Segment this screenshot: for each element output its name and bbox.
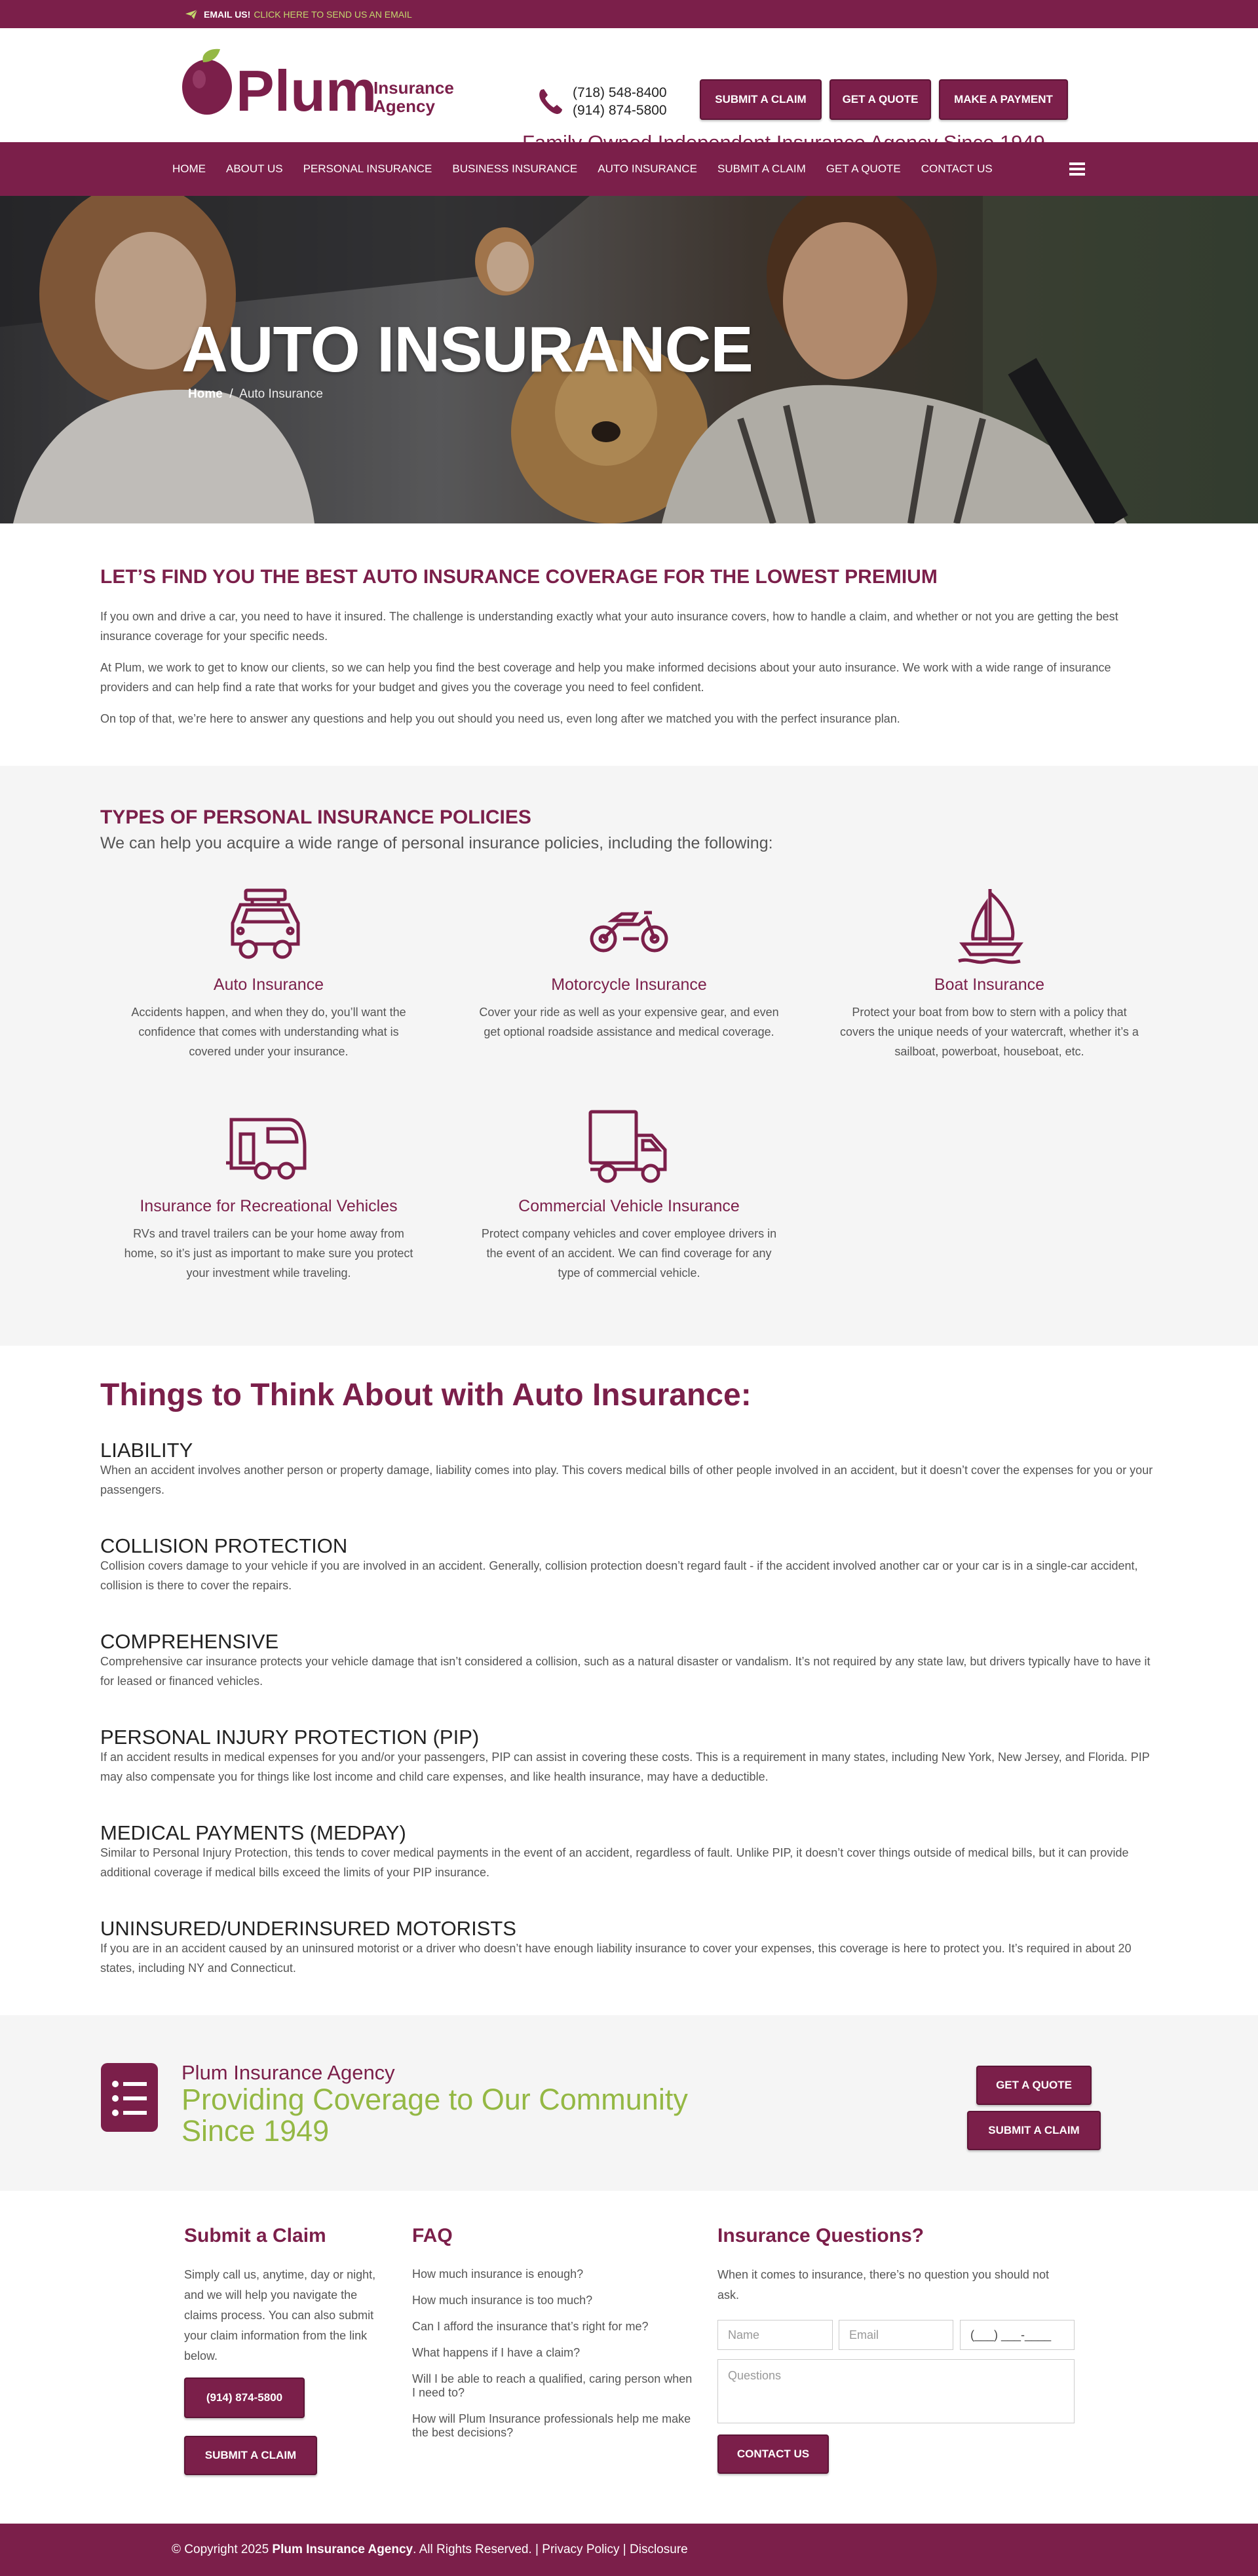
- email-link[interactable]: CLICK HERE TO SEND US AN EMAIL: [254, 9, 412, 20]
- paper-plane-icon: [185, 10, 197, 19]
- logo-sub1: Insurance: [373, 78, 454, 98]
- consideration-item: [100, 1919, 1158, 1978]
- footer-submit-claim-button[interactable]: SUBMIT A CLAIM: [184, 2436, 317, 2475]
- nav-home[interactable]: HOME: [172, 162, 206, 175]
- faq-link[interactable]: Will I be able to reach a qualified, caring person when I need to?: [412, 2372, 693, 2399]
- card-title: Boat Insurance: [934, 975, 1045, 994]
- breadcrumb-separator: /: [229, 387, 233, 401]
- considerations-section: [0, 1346, 1258, 2015]
- policy-card-rv[interactable]: [98, 1105, 439, 1283]
- rv-icon: [226, 1105, 311, 1190]
- card-description: RVs and travel trailers can be your home away from home, so it’s just as important to make sure you protect your investment while traveling.: [124, 1227, 413, 1279]
- questions-text: When it comes to insurance, there’s no question you should not ask.: [717, 2268, 1049, 2301]
- consideration-item: [100, 1632, 1158, 1691]
- motorcycle-icon: [586, 884, 672, 969]
- cta-agency: Plum Insurance Agency: [181, 2061, 395, 2084]
- card-title: Commercial Vehicle Insurance: [518, 1197, 740, 1215]
- page-title: AUTO INSURANCE: [181, 313, 753, 385]
- hero-banner: [0, 196, 1258, 523]
- disclosure-link[interactable]: Disclosure: [630, 2543, 688, 2556]
- phone-icon: [537, 87, 563, 116]
- consideration-item: [100, 1536, 1158, 1595]
- consideration-text: If you are in an accident caused by an uninsured motorist or a driver who doesn’t have enough liability insurance to cover your expenses, this coverage is here to protect you. It’s required in about 20 states, including NY and Connecticut.: [100, 1942, 1132, 1975]
- card-title: Insurance for Recreational Vehicles: [140, 1197, 398, 1215]
- get-quote-button[interactable]: GET A QUOTE: [829, 79, 931, 120]
- truck-icon: [586, 1105, 672, 1190]
- intro-section: [0, 523, 1258, 766]
- nav-auto[interactable]: AUTO INSURANCE: [598, 162, 697, 175]
- card-title: Motorcycle Insurance: [551, 975, 707, 994]
- intro-paragraph: At Plum, we work to get to know our clients, so we can help you find the best coverage and help you make informed decisions about your auto insurance. We work with a wide range of insurance providers and can help find a rate that works for your budget and gives you the coverage you need to feel confident.: [100, 661, 1111, 694]
- questions-heading: Insurance Questions?: [717, 2225, 924, 2246]
- cta-banner: [0, 2015, 1258, 2191]
- plum-logo-icon: [182, 49, 232, 115]
- nav-contact[interactable]: CONTACT US: [921, 162, 993, 175]
- email-label: EMAIL US!: [204, 9, 251, 20]
- header: [0, 28, 1258, 142]
- phone-block: [537, 84, 667, 119]
- card-description: Cover your ride as well as your expensive gear, and even get optional roadside assistance and medical coverage.: [479, 1006, 779, 1038]
- consideration-text: When an accident involves another person or property damage, liability comes into play. This covers medical bills of other people involved in an accident, but it doesn’t cover the expenses for you or your passengers.: [100, 1464, 1153, 1496]
- breadcrumb: [188, 387, 323, 402]
- intro-heading: LET’S FIND YOU THE BEST AUTO INSURANCE COVERAGE FOR THE LOWEST PREMIUM: [100, 566, 938, 588]
- phone-input[interactable]: (___) ___-____: [960, 2320, 1075, 2350]
- cta-get-quote-button[interactable]: GET A QUOTE: [976, 2066, 1092, 2105]
- types-heading: TYPES OF PERSONAL INSURANCE POLICIES: [100, 806, 531, 828]
- consideration-title: MEDICAL PAYMENTS (MEDPAY): [100, 1821, 406, 1844]
- consideration-text: If an accident results in medical expenses for you and/or your passengers, PIP can assist in covering these costs. This is a requirement in many states, including New York, New Jersey, and Florida. PIP may also compensate you for things like lost income and child care expenses, and like health insurance, may have a deductible.: [100, 1751, 1150, 1783]
- consideration-item: [100, 1823, 1158, 1882]
- faq-link[interactable]: How will Plum Insurance professionals help me make the best decisions?: [412, 2412, 691, 2439]
- breadcrumb-home[interactable]: Home: [188, 387, 223, 401]
- policy-types-section: [0, 766, 1258, 1346]
- consideration-title: UNINSURED/UNDERINSURED MOTORISTS: [100, 1917, 516, 1940]
- policy-card-motorcycle[interactable]: [459, 884, 799, 1042]
- car-icon: [226, 884, 311, 969]
- checklist-icon: [101, 2063, 158, 2132]
- card-description: Accidents happen, and when they do, you’ll want the confidence that comes with understanding what is covered under your insurance.: [131, 1006, 406, 1058]
- consideration-text: Comprehensive car insurance protects your vehicle damage that isn’t considered a collision, such as a natural disaster or vandalism. It’s not required by any state law, but drivers typically have to have it for leased or financed vehicles.: [100, 1655, 1151, 1688]
- nav-quote[interactable]: GET A QUOTE: [826, 162, 901, 175]
- faq-link[interactable]: How much insurance is enough?: [412, 2267, 584, 2281]
- top-bar: [0, 0, 1258, 28]
- email-input[interactable]: Email: [839, 2320, 953, 2350]
- types-subheading: We can help you acquire a wide range of personal insurance policies, including the following:: [100, 834, 773, 852]
- consideration-text: Collision covers damage to your vehicle if you are involved in an accident. Generally, collision protection doesn’t regard fault - if the accident involved another car or your car is in a single-car accident, collision is there to cover the repairs.: [100, 1559, 1138, 1592]
- faq-link[interactable]: How much insurance is too much?: [412, 2294, 593, 2307]
- nav-business[interactable]: BUSINESS INSURANCE: [452, 162, 578, 175]
- logo-word: Plum: [236, 58, 377, 123]
- copyright-rights: . All Rights Reserved. |: [413, 2543, 539, 2556]
- menu-icon[interactable]: [1069, 162, 1085, 176]
- nav-about[interactable]: ABOUT US: [226, 162, 283, 175]
- intro-paragraph: If you own and drive a car, you need to have it insured. The challenge is understanding exactly what your auto insurance covers, how to handle a claim, and whether or not you are getting the best insurance coverage for your specific needs.: [100, 610, 1118, 643]
- card-description: Protect your boat from bow to stern with a policy that covers the unique needs of your watercraft, whether it’s a sailboat, powerboat, houseboat, etc.: [840, 1006, 1139, 1058]
- make-payment-button[interactable]: MAKE A PAYMENT: [939, 79, 1068, 120]
- nav-personal[interactable]: PERSONAL INSURANCE: [303, 162, 432, 175]
- considerations-heading: Things to Think About with Auto Insurance:: [100, 1378, 752, 1412]
- cta-slogan: Providing Coverage to Our Community Since 1949: [181, 2083, 688, 2148]
- footer-widgets: [0, 2191, 1258, 2524]
- submit-claim-button[interactable]: SUBMIT A CLAIM: [700, 79, 822, 120]
- policy-card-auto[interactable]: [98, 884, 439, 1061]
- policy-card-boat[interactable]: [819, 884, 1160, 1061]
- consideration-title: COMPREHENSIVE: [100, 1630, 279, 1653]
- faq-list: [412, 2267, 694, 2452]
- logo-sub2: Agency: [373, 96, 435, 116]
- claim-heading: Submit a Claim: [184, 2225, 326, 2246]
- name-input[interactable]: Name: [717, 2320, 833, 2350]
- copyright-agency: Plum Insurance Agency: [272, 2543, 413, 2556]
- main-nav: [0, 142, 1258, 196]
- consideration-title: LIABILITY: [100, 1439, 193, 1462]
- copyright-text: © Copyright 2025: [172, 2543, 269, 2556]
- privacy-link[interactable]: Privacy Policy: [542, 2543, 620, 2556]
- faq-heading: FAQ: [412, 2225, 453, 2246]
- policy-card-commercial[interactable]: [459, 1105, 799, 1283]
- copyright-bar: [0, 2524, 1258, 2576]
- card-description: Protect company vehicles and cover employee drivers in the event of an accident. We can find coverage for any type of commercial vehicle.: [481, 1227, 777, 1279]
- consideration-item: [100, 1728, 1158, 1787]
- card-title: Auto Insurance: [213, 975, 324, 994]
- faq-link[interactable]: Can I afford the insurance that’s right for me?: [412, 2320, 649, 2333]
- consideration-item: [100, 1441, 1158, 1500]
- phone-1[interactable]: (718) 548-8400: [573, 85, 667, 100]
- questions-textarea[interactable]: Questions: [717, 2359, 1075, 2423]
- faq-link[interactable]: What happens if I have a claim?: [412, 2346, 581, 2359]
- breadcrumb-current: Auto Insurance: [239, 387, 323, 401]
- phone-2[interactable]: (914) 874-5800: [573, 103, 667, 118]
- footer-separator: |: [622, 2543, 626, 2556]
- consideration-title: PERSONAL INJURY PROTECTION (PIP): [100, 1726, 480, 1749]
- consideration-title: COLLISION PROTECTION: [100, 1534, 348, 1557]
- claim-text: Simply call us, anytime, day or night, and we will help you navigate the claims process. You can also submit your claim information from the link below.: [184, 2268, 376, 2362]
- cta-submit-claim-button[interactable]: SUBMIT A CLAIM: [967, 2111, 1101, 2150]
- contact-us-button[interactable]: CONTACT US: [717, 2434, 829, 2474]
- sailboat-icon: [947, 884, 1032, 969]
- intro-paragraph: On top of that, we’re here to answer any questions and help you out should you need us, even long after we matched you with the perfect insurance plan.: [100, 712, 900, 725]
- nav-claim[interactable]: SUBMIT A CLAIM: [717, 162, 806, 175]
- consideration-text: Similar to Personal Injury Protection, this tends to cover medical payments in the event of an accident, regardless of fault. Unlike PIP, it doesn’t cover things outside of medical bills, but it can provide additional coverage if medical bills exceed the limits of your PIP insurance.: [100, 1846, 1129, 1879]
- claim-phone-button[interactable]: (914) 874-5800: [184, 2377, 305, 2418]
